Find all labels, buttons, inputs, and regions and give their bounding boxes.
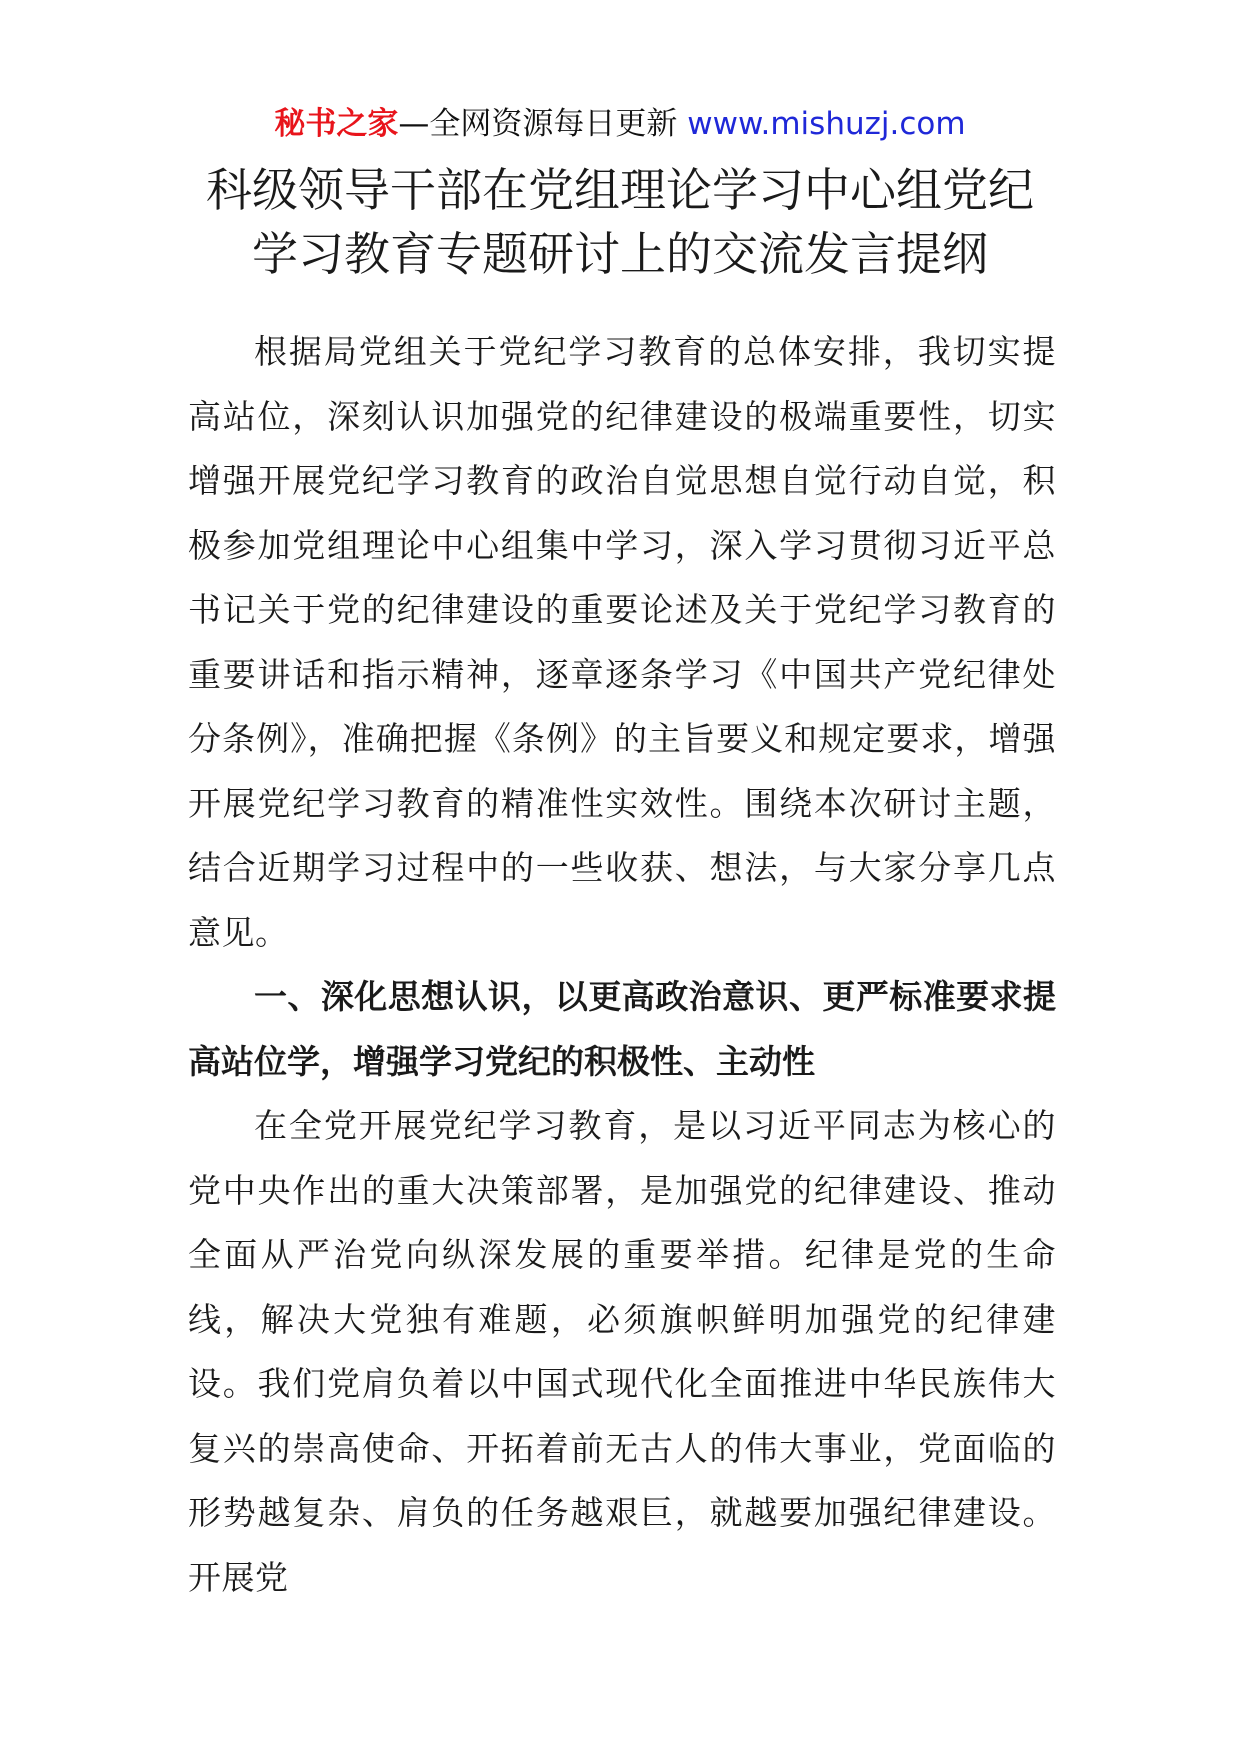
watermark-banner bbox=[0, 102, 1240, 146]
banner-slogan: —全网资源每日更新 bbox=[398, 106, 688, 142]
document-body bbox=[188, 320, 1056, 1610]
title-line-2: 学习教育专题研讨上的交流发言提纲 bbox=[252, 227, 988, 281]
title-line-1: 科级领导干部在党组理论学习中心组党纪 bbox=[206, 163, 1034, 217]
banner-url[interactable]: www.mishuzj.com bbox=[687, 106, 966, 142]
paragraph-intro: 根据局党组关于党纪学习教育的总体安排，我切实提高站位，深刻认识加强党的纪律建设的极端重要性，切实增强开展党纪学习教育的政治自觉思想自觉行动自觉，积极参加党组理论中心组集中学习，深入学习贯彻习近平总书记关于党的纪律建设的重要论述及关于党纪学习教育的重要讲话和指示精神，逐章逐条学习《中国共产党纪律处分条例》，准确把握《条例》的主旨要义和规定要求，增强开展党纪学习教育的精准性实效性。围绕本次研讨主题，结合近期学习过程中的一些收获、想法，与大家分享几点意见。 bbox=[188, 332, 1056, 952]
document-title bbox=[150, 158, 1090, 286]
banner-brand: 秘书之家 bbox=[274, 106, 399, 142]
section-heading-1: 一、深化思想认识，以更高政治意识、更严标准要求提高站位学，增强学习党纪的积极性、主动性 bbox=[188, 977, 1056, 1081]
paragraph-section-1: 在全党开展党纪学习教育，是以习近平同志为核心的党中央作出的重大决策部署，是加强党的纪律建设、推动全面从严治党向纵深发展的重要举措。纪律是党的生命线，解决大党独有难题，必须旗帜鲜明加强党的纪律建设。我们党肩负着以中国式现代化全面推进中华民族伟大复兴的崇高使命、开拓着前无古人的伟大事业，党面临的形势越复杂、肩负的任务越艰巨，就越要加强纪律建设。开展党 bbox=[188, 1106, 1056, 1597]
